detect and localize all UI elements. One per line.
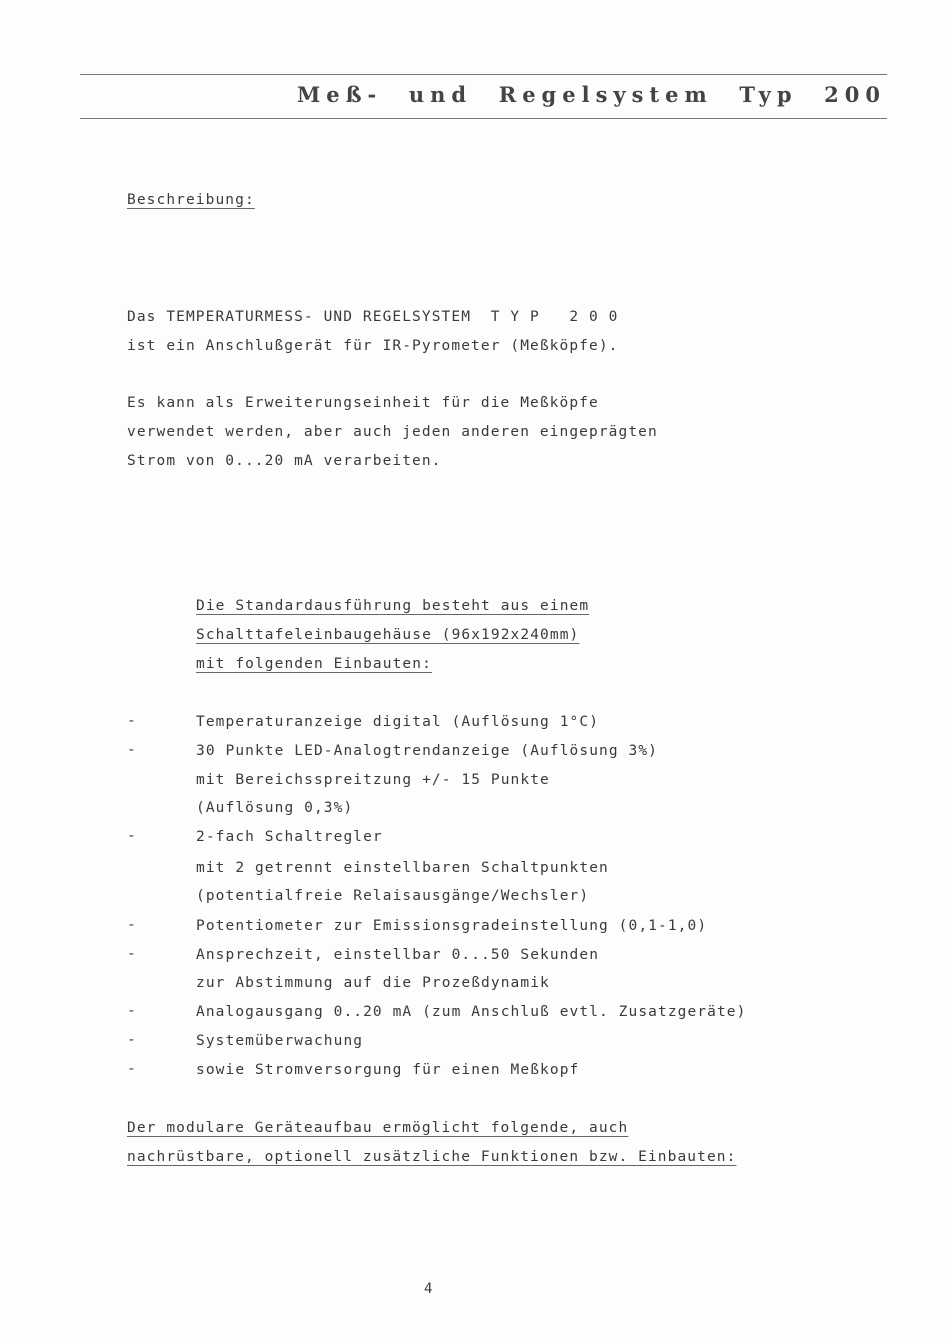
page-number: 4: [424, 1281, 433, 1297]
list-line-4: (Auflösung 0,3%): [196, 800, 354, 816]
header-bottom-rule: [80, 118, 887, 119]
intro-line-2: ist ein Anschlußgerät für IR-Pyrometer (Meßköpfe).: [127, 338, 619, 354]
header-top-rule: [80, 74, 887, 75]
bullet-dash: -: [127, 828, 136, 844]
bullet-dash: -: [127, 917, 136, 933]
modular-heading-line-2: nachrüstbare, optionell zusätzliche Funktionen bzw. Einbauten:: [127, 1149, 737, 1165]
standard-heading-line-2: Schalttafeleinbaugehäuse (96x192x240mm): [196, 627, 580, 643]
page-header-title: Meß- und Regelsystem Typ 200: [297, 82, 886, 107]
bullet-dash: -: [127, 1061, 136, 1077]
bullet-dash: -: [127, 1032, 136, 1048]
list-line-8: Potentiometer zur Emissionsgradeinstellung (0,1-1,0): [196, 918, 708, 934]
bullet-dash: -: [127, 713, 136, 729]
list-line-3: mit Bereichsspreitzung +/- 15 Punkte: [196, 772, 550, 788]
list-line-10: zur Abstimmung auf die Prozeßdynamik: [196, 975, 550, 991]
bullet-dash: -: [127, 742, 136, 758]
standard-heading-line-3: mit folgenden Einbauten:: [196, 656, 432, 672]
list-line-12: Systemüberwachung: [196, 1033, 364, 1049]
intro-line-5: Strom von 0...20 mA verarbeiten.: [127, 453, 442, 469]
list-line-7: (potentialfreie Relaisausgänge/Wechsler): [196, 888, 590, 904]
section-heading: Beschreibung:: [127, 192, 255, 208]
intro-line-3: Es kann als Erweiterungseinheit für die Meßköpfe: [127, 395, 599, 411]
intro-line-4: verwendet werden, aber auch jeden anderen eingeprägten: [127, 424, 658, 440]
list-line-5: 2-fach Schaltregler: [196, 829, 383, 845]
list-line-1: Temperaturanzeige digital (Auflösung 1°C): [196, 714, 600, 730]
intro-line-1: Das TEMPERATURMESS- UND REGELSYSTEM T Y P 2 0 0: [127, 309, 619, 325]
modular-heading-line-1: Der modulare Geräteaufbau ermöglicht folgende, auch: [127, 1120, 629, 1136]
bullet-dash: -: [127, 946, 136, 962]
list-line-2: 30 Punkte LED-Analogtrendanzeige (Auflösung 3%): [196, 743, 658, 759]
standard-heading-line-1: Die Standardausführung besteht aus einem: [196, 598, 590, 614]
list-line-11: Analogausgang 0..20 mA (zum Anschluß evtl. Zusatzgeräte): [196, 1004, 747, 1020]
list-line-13: sowie Stromversorgung für einen Meßkopf: [196, 1062, 580, 1078]
list-line-6: mit 2 getrennt einstellbaren Schaltpunkten: [196, 860, 609, 876]
bullet-dash: -: [127, 1003, 136, 1019]
list-line-9: Ansprechzeit, einstellbar 0...50 Sekunden: [196, 947, 600, 963]
